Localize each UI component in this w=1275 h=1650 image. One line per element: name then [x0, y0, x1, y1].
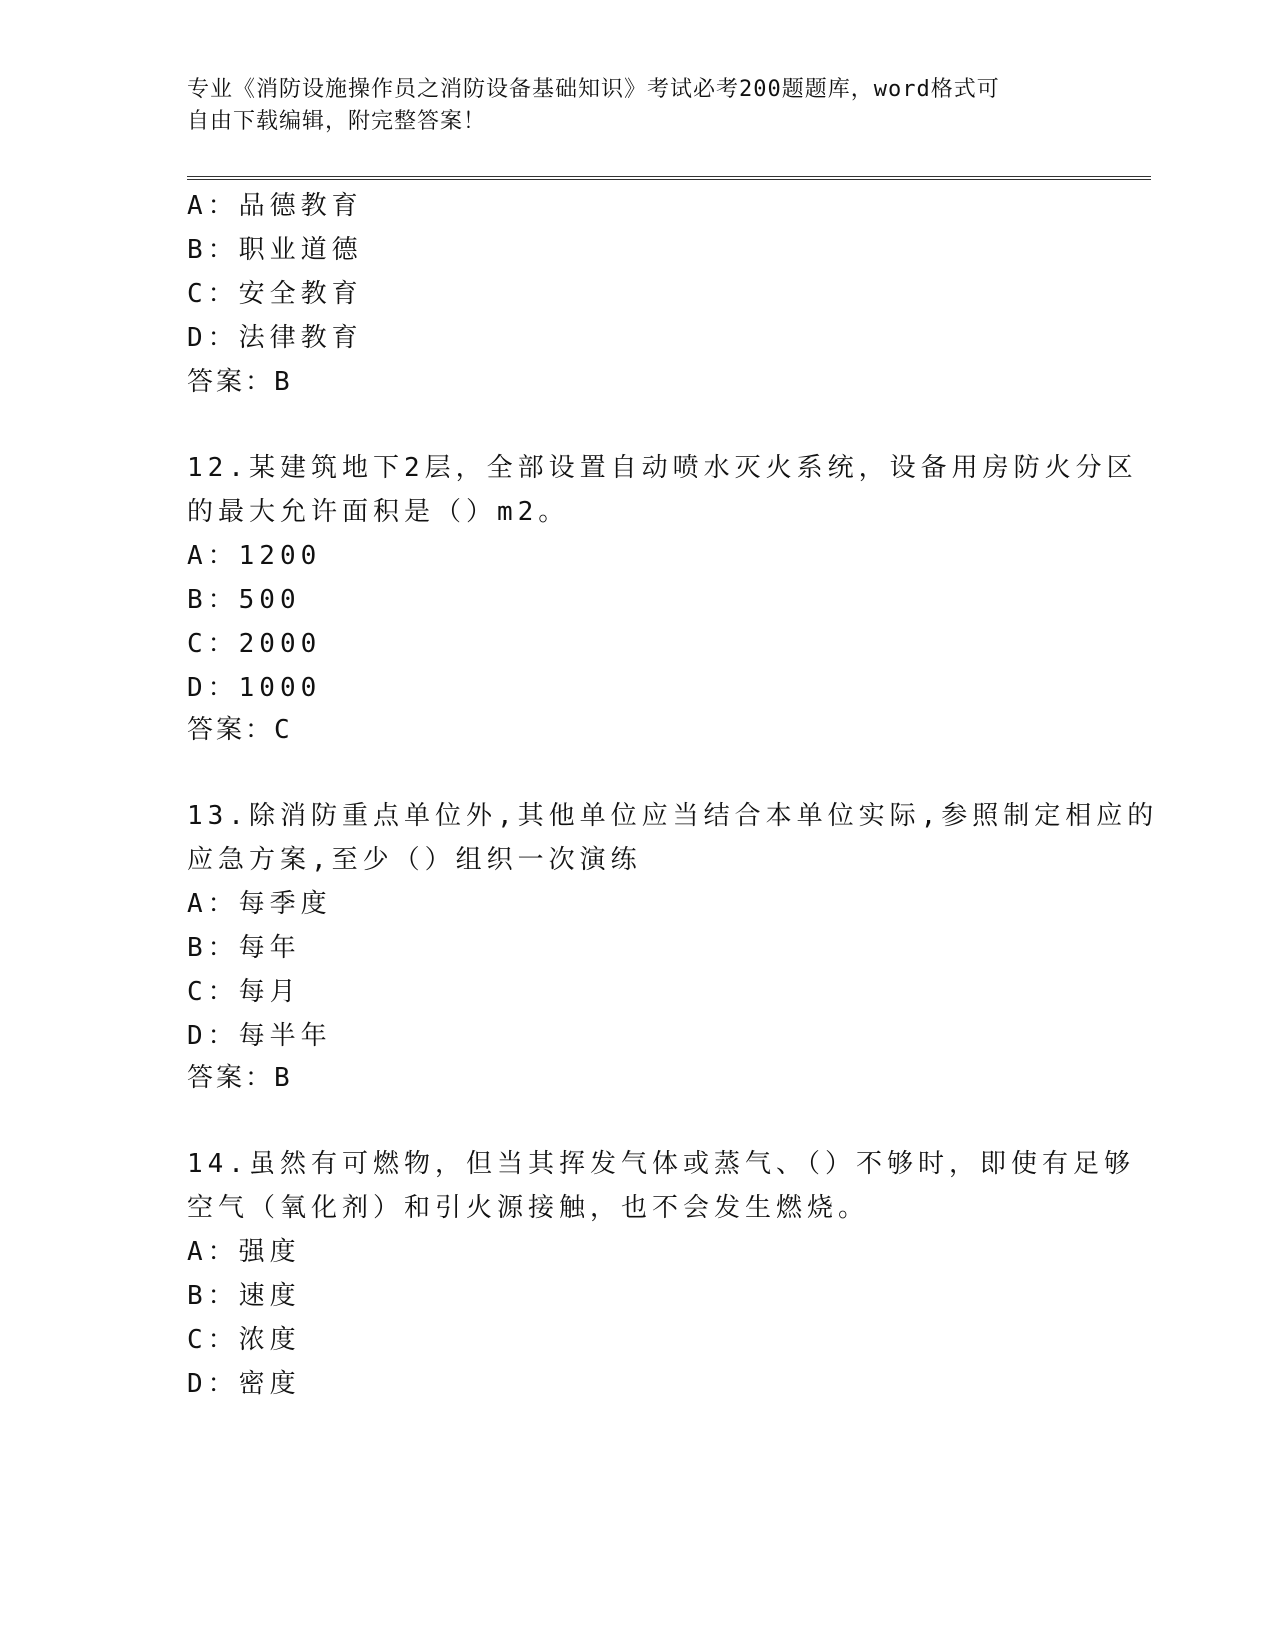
q13-answer: 答案：B — [187, 1063, 293, 1093]
q13-option-c: C：每月 — [187, 977, 301, 1007]
header-line-2: 自由下载编辑，附完整答案！ — [187, 109, 487, 134]
q14-stem-line-1: 14.虽然有可燃物，但当其挥发气体或蒸气、（）不够时，即使有足够 — [187, 1149, 1135, 1179]
document-header — [187, 74, 1067, 138]
q14-stem-line-2: 空气（氧化剂）和引火源接触，也不会发生燃烧。 — [187, 1193, 870, 1223]
q12-stem-line-2: 的最大允许面积是（）m2。 — [187, 497, 570, 527]
q13-option-a: A：每季度 — [187, 889, 332, 919]
q11-option-d: D：法律教育 — [187, 323, 363, 353]
q11-option-c: C：安全教育 — [187, 279, 363, 309]
q11-answer: 答案：B — [187, 367, 293, 397]
q12-answer: 答案：C — [187, 715, 293, 745]
q14-option-d: D：密度 — [187, 1369, 301, 1399]
q12-option-c: C：2000 — [187, 629, 322, 659]
q14-option-c: C：浓度 — [187, 1325, 301, 1355]
q14-option-a: A：强度 — [187, 1237, 301, 1267]
q12-option-a: A：1200 — [187, 541, 322, 571]
q13-stem-line-2: 应急方案,至少（）组织一次演练 — [187, 845, 642, 875]
q14-option-b: B：速度 — [187, 1281, 301, 1311]
q13-option-d: D：每半年 — [187, 1021, 332, 1051]
q11-option-b: B：职业道德 — [187, 235, 363, 265]
q12-option-d: D：1000 — [187, 673, 322, 703]
header-line-1: 专业《消防设施操作员之消防设备基础知识》考试必考200题题库，word格式可 — [187, 77, 1000, 102]
q13-stem-line-1: 13.除消防重点单位外,其他单位应当结合本单位实际,参照制定相应的 — [187, 801, 1159, 831]
q12-option-b: B：500 — [187, 585, 301, 615]
q11-option-a: A：品德教育 — [187, 191, 363, 221]
q13-option-b: B：每年 — [187, 933, 301, 963]
q12-stem-line-1: 12.某建筑地下2层，全部设置自动喷水灭火系统，设备用房防火分区 — [187, 453, 1138, 483]
header-divider — [187, 176, 1151, 180]
